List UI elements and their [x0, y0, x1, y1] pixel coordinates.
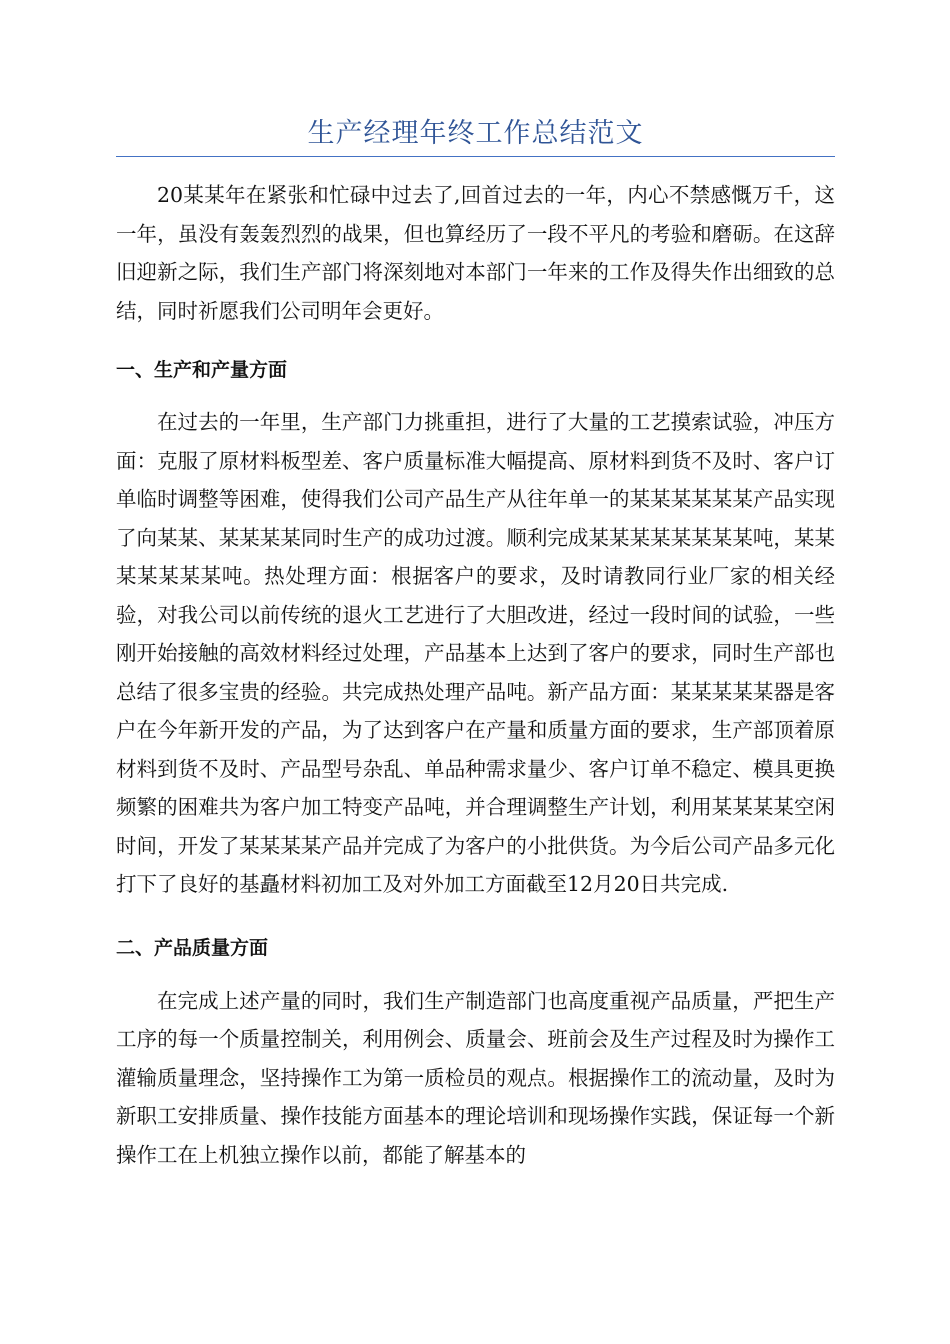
section-body-quality: 在完成上述产量的同时，我们生产制造部门也高度重视产品质量，严把生产工序的每一个质量控制关，利用例会、质量会、班前会及生产过程及时为操作工灌输质量理念，坚持操作工为第一质检员的观点。根据操作工的流动量，及时为新职工安排质量、操作技能方面基本的理论培训和现场操作实践，保证每一个新操作工在上机独立操作以前，都能了解基本的 — [116, 988, 835, 1167]
title-block — [116, 112, 835, 157]
intro-paragraph: 20某某年在紧张和忙碌中过去了,回首过去的一年，内心不禁感慨万千，这一年，虽没有轰轰烈烈的战果，但也算经历了一段不平凡的考验和磨砺。在这辞旧迎新之际，我们生产部门将深刻地对本部门一年来的工作及得失作出细致的总结，同时祈愿我们公司明年会更好。 — [116, 183, 835, 323]
document-title: 生产经理年终工作总结范文 — [307, 118, 644, 149]
section-heading-production: 一、生产和产量方面 — [116, 359, 288, 381]
section-body-production: 在过去的一年里，生产部门力挑重担，进行了大量的工艺摸索试验，冲压方面：克服了原材料板型差、客户质量标准大幅提高、原材料到货不及时、客户订单临时调整等困难，使得我们公司产品生产从往年单一的某某某某某某产品实现了向某某、某某某某同时生产的成功过渡。顺利完成某某某某某某某某吨，某某某某某某某吨。热处理方面：根据客户的要求，及时请教同行业厂家的相关经验，对我公司以前传统的退火工艺进行了大胆改进，经过一段时间的试验，一些刚开始接触的高效材料经过处理，产品基本上达到了客户的要求，同时生产部也总结了很多宝贵的经验。共完成热处理产品吨。新产品方面：某某某某某器是客户在今年新开发的产品，为了达到客户在产量和质量方面的要求，生产部顶着原材料到货不及时、产品型号杂乱、单品种需求量少、客户订单不稳定、模具更换频繁的困难共为客户加工特变产品吨，并合理调整生产计划，利用某某某某空闲时间，开发了某某某某产品并完成了为客户的小批供货。为今后公司产品多元化打下了良好的基矗材料初加工及对外加工方面截至12月20日共完成. — [116, 410, 835, 896]
section-heading-quality: 二、产品质量方面 — [116, 936, 269, 959]
document-body — [116, 176, 835, 1174]
